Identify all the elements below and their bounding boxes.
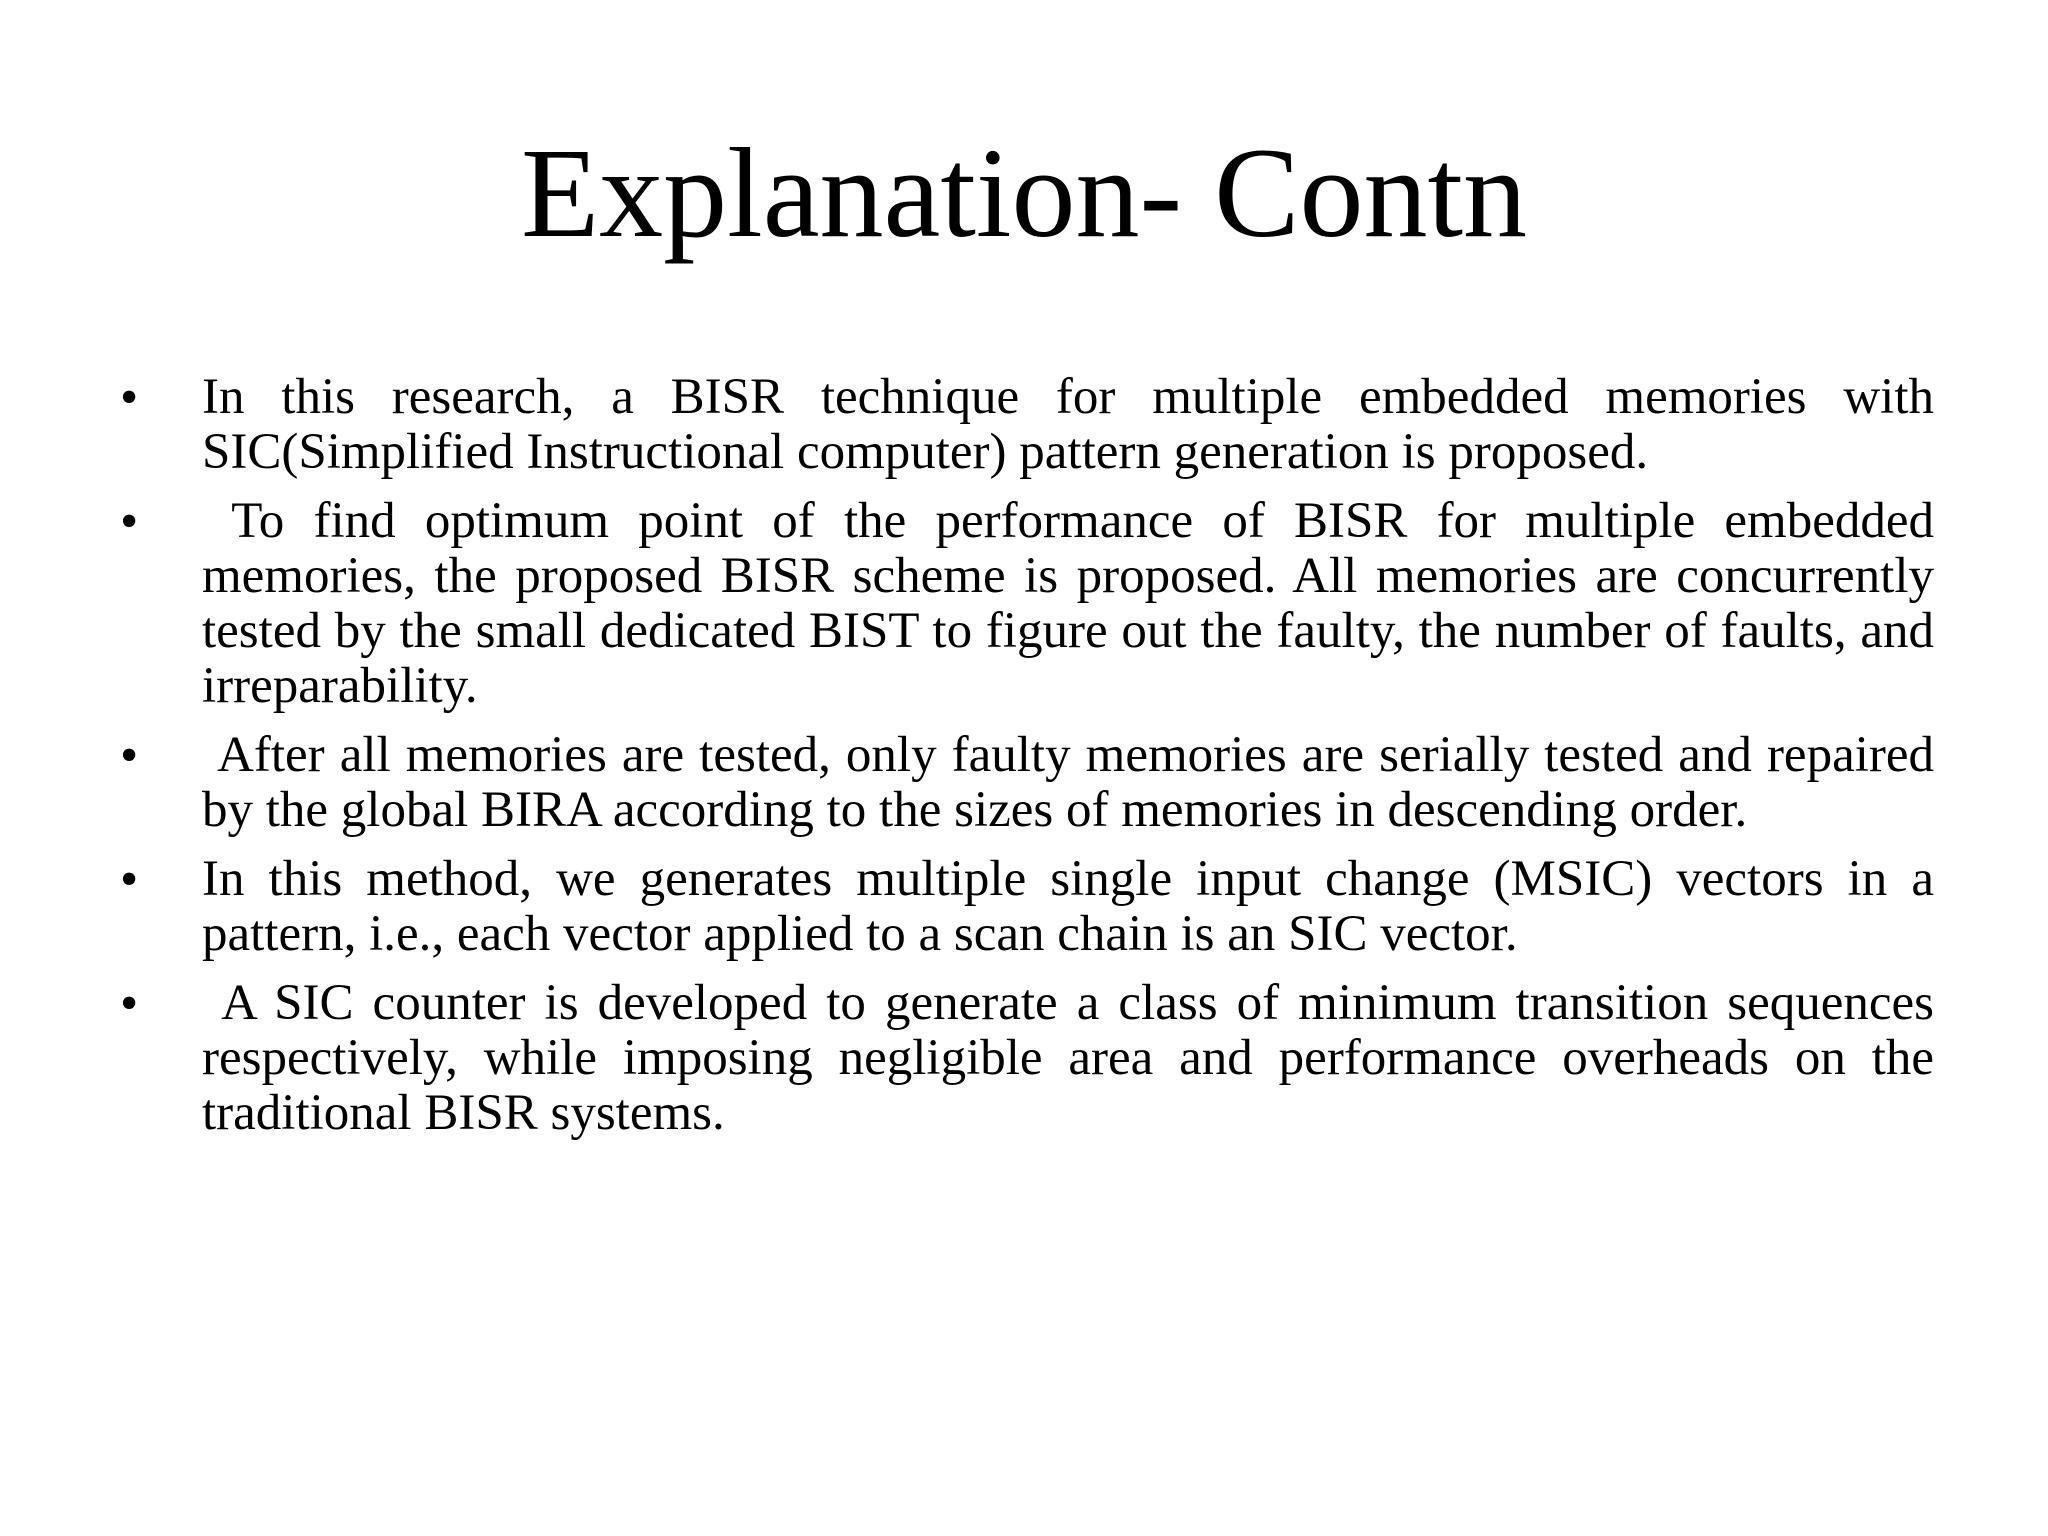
bullet-item xyxy=(0,494,2048,714)
bullet-text: In this method, we generates multiple single input change (MSIC) vectors in a pattern, i.e., each vector applied to a scan chain is an SIC vector. xyxy=(202,851,1947,962)
bullet-icon: • xyxy=(120,369,139,426)
bullet-icon: • xyxy=(120,975,139,1032)
bullet-icon: • xyxy=(120,851,139,908)
bullet-text: In this research, a BISR technique for multiple embedded memories with SIC(Simplified Instructional computer) pattern generation is proposed. xyxy=(202,369,1947,480)
bullet-item xyxy=(0,852,2048,962)
bullet-list xyxy=(0,370,2048,1155)
bullet-text: To find optimum point of the performance of BISR for multiple embedded memories, the proposed BISR scheme is proposed. All memories are concurrently tested by the small dedicated BIST to figure out the faulty, the number of faults, and irreparability. xyxy=(202,493,1947,714)
bullet-icon: • xyxy=(120,727,139,784)
bullet-text: A SIC counter is developed to generate a class of minimum transition sequences respectively, while imposing negligible area and performance overheads on the traditional BISR systems. xyxy=(202,975,1947,1141)
bullet-icon: • xyxy=(120,493,139,550)
bullet-item xyxy=(0,370,2048,480)
bullet-item xyxy=(0,728,2048,838)
slide-title: Explanation- Contn xyxy=(520,122,1528,264)
bullet-item xyxy=(0,976,2048,1141)
bullet-text: After all memories are tested, only faulty memories are serially tested and repaired by the global BIRA according to the sizes of memories in descending order. xyxy=(202,727,1947,838)
